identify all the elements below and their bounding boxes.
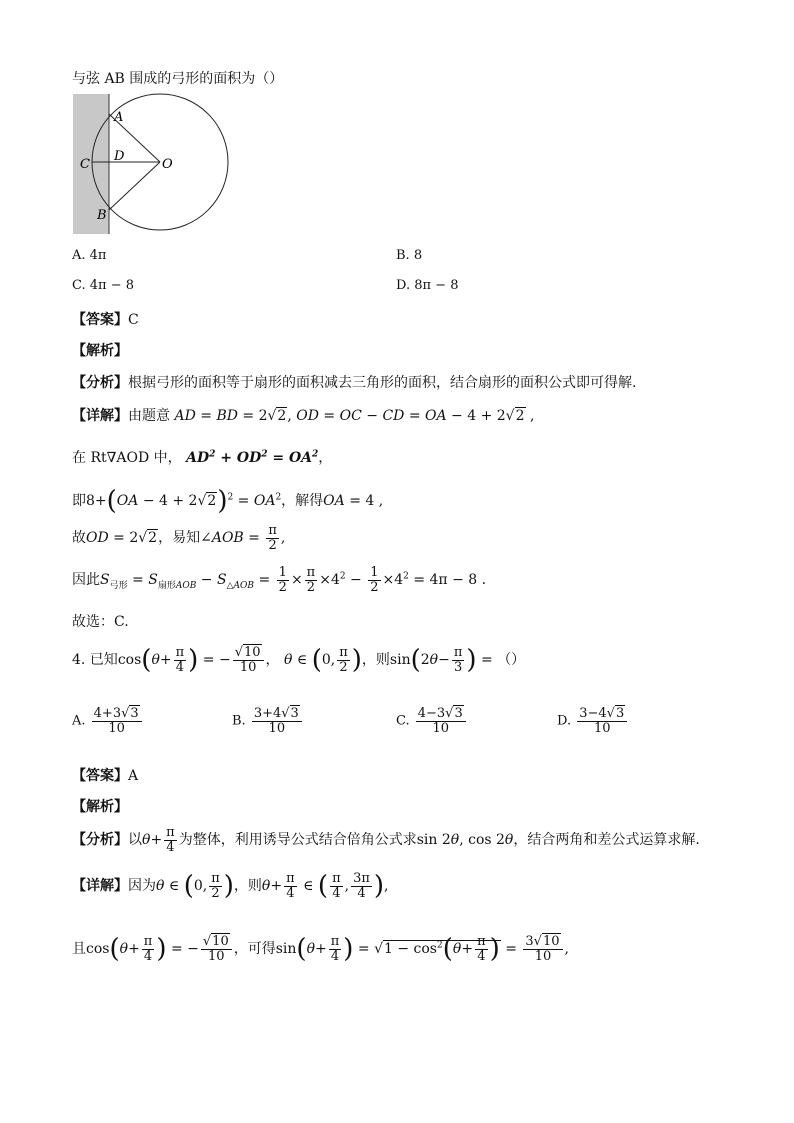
- q3-option-d: D. 8π − 8: [396, 278, 459, 293]
- q4-option-c: C. $\frac{4-3√3}{10}$: [396, 707, 468, 735]
- q3-conclusion: 故选：C.: [72, 614, 129, 630]
- q4-number: 4.: [72, 652, 86, 669]
- q4-answer-label: 【答案】: [72, 768, 128, 784]
- q3-line4-mid: ，易知: [158, 530, 201, 547]
- q3-fenxi-text: 根据弓形的面积等于扇形的面积减去三角形的面积，结合扇形的面积公式即可得解.: [128, 375, 637, 391]
- q3-line3-mid: ，解得: [281, 493, 324, 509]
- q4-fenxi-row: 【分析】以θ+ $\frac{\pi}{4}$ 为整体，利用诱导公式结合倍角公式求sin 2θ, cos 2θ，结合两角和差公式运算求解.: [72, 825, 700, 855]
- q4-stem-end: （）: [497, 652, 526, 669]
- q3-xiangjie-label: 【详解】: [72, 408, 128, 424]
- q3-stem: 与弦 AB 围成的弓形的面积为（）: [72, 71, 284, 87]
- q3-line5-pre: 因此: [72, 572, 100, 589]
- q4-option-d: D. $\frac{3-4√3}{10}$: [557, 707, 629, 735]
- q4-line1-pre: 因为: [128, 878, 156, 895]
- segment-ob: [109, 162, 160, 210]
- q3-detail-line3: 即$8+(OA - 4 + 2√2)^2 = OA^2$，解得OA = 4 ,: [72, 486, 384, 516]
- q3-analysis-label: 【解析】: [72, 343, 128, 359]
- q3-formula1: AD: [174, 408, 196, 424]
- label-a: A: [114, 110, 124, 125]
- q4-line2-mid: ，可得: [233, 941, 276, 958]
- q3-detail-line5: 因此$S_{弓形} = S_{扇形AOB} - S_{\triangle AOB}$ = $\frac{1}{2}$ × $\frac{\pi}{2}$ $\times 4^2$ − $\frac{1}{2}$ $\times 4^2 = 4\pi - 8$ .: [72, 565, 487, 595]
- q3-option-b: B. 8: [396, 248, 423, 263]
- q4-stem-mid2: ，则: [361, 652, 390, 669]
- q3-fenxi-label: 【分析】: [72, 375, 128, 391]
- q3-detail-line4: 故OD = 2√2，易知∠AOB = $\frac{\pi}{2}$ ,: [72, 523, 286, 553]
- q3-answer-row: [72, 309, 139, 329]
- q3-line2-pre: 在 Rt∇AOD 中，: [72, 450, 182, 466]
- label-b: B: [97, 208, 107, 223]
- q4-fenxi-pre: 以: [128, 832, 142, 849]
- label-d: D: [114, 149, 125, 164]
- q3-line4-pre: 故: [72, 530, 86, 547]
- q3-line1-pre: 由题意: [128, 408, 170, 424]
- q4-xiangjie-label: 【详解】: [72, 878, 128, 895]
- q3-formula2: $AD^2 + OD^2 = OA^2$: [186, 449, 319, 466]
- q4-detail-line1: 【详解】因为θ ∈ (0, $\frac{\pi}{2}$ )，则θ+ $\frac{\pi}{4}$ ∈ ( $\frac{\pi}{4}$ , $\frac{3\pi}{4}$ ),: [72, 871, 389, 902]
- q4-detail-line2: 且cos(θ+ $\frac{\pi}{4}$ ) = − $\frac{√10}{10}$ ，可得sin(θ+ $\frac{\pi}{4}$ ) = $√1 - \cos^2(\theta+$ $\frac{\pi}{4}$ ) = $\frac{3√10}{10}$ ,: [72, 934, 569, 965]
- q3-detail-line1: 【详解】由题意 AD = BD = 2√2, OD = OC − CD = OA − 4 + 2√2 ,: [72, 408, 535, 424]
- q4-stem-pre: 已知: [89, 652, 118, 669]
- q4-analysis-label: 【解析】: [72, 799, 128, 815]
- q4-fenxi-end: ，结合两角和差公式运算求解.: [513, 832, 700, 849]
- q4-option-a: A. $\frac{4+3√3}{10}$: [72, 707, 144, 735]
- q4-stem-mid: ，: [265, 652, 280, 669]
- q3-fenxi-row: [72, 372, 636, 392]
- q4-fenxi-label: 【分析】: [72, 832, 128, 849]
- circle-figure: [72, 92, 237, 237]
- q4-answer-value: A: [128, 768, 139, 784]
- q4-answer-row: [72, 765, 138, 785]
- q3-line3-pre: 即: [72, 493, 86, 509]
- label-o: O: [162, 157, 173, 172]
- q4-option-b: B. $\frac{3+4√3}{10}$: [232, 707, 304, 735]
- q3-answer-label: 【答案】: [72, 312, 128, 328]
- q3-option-a: A. 4π: [72, 248, 107, 263]
- q4-stem: 4. 已知cos(θ+ $\frac{\pi}{4}$ ) = − $\frac{√10}{10}$ ， θ ∈ (0, $\frac{\pi}{2}$ )，则sin(2θ− $\frac{\pi}{3}$ ) = （）: [72, 645, 526, 676]
- q4-fenxi-mid: 为整体，利用诱导公式结合倍角公式求: [178, 832, 417, 849]
- q3-detail-line2: 在 Rt∇AOD 中， $AD^2 + OD^2 = OA^2$，: [72, 449, 333, 466]
- label-c: C: [80, 157, 90, 172]
- q4-line1-mid: ，则: [233, 878, 262, 895]
- q3-answer-value: C: [128, 312, 139, 328]
- q3-option-c: C. 4π − 8: [72, 278, 134, 293]
- q4-line2-pre: 且: [72, 941, 86, 958]
